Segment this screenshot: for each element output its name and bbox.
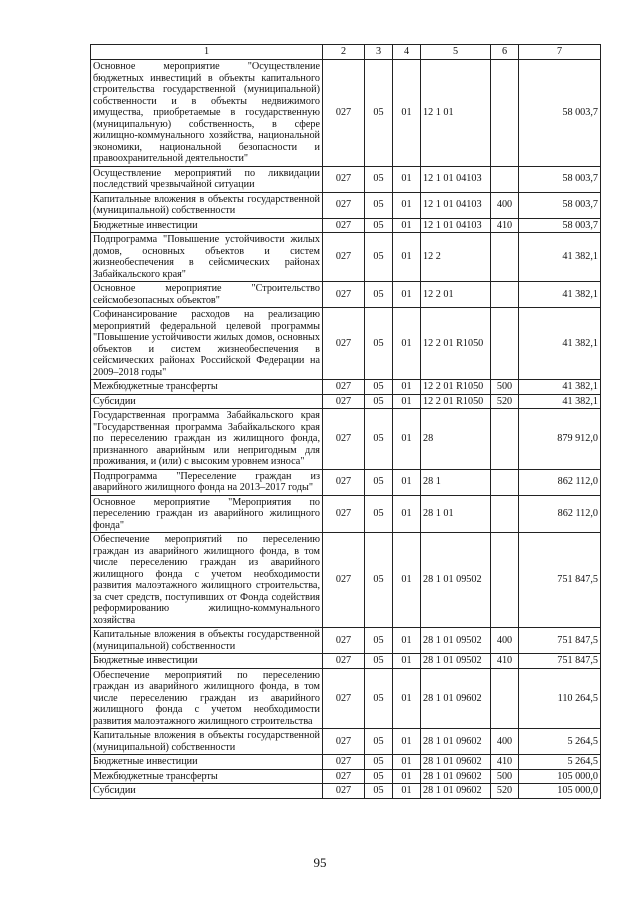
table-row bbox=[91, 394, 601, 409]
row-section: 05 bbox=[365, 784, 393, 799]
row-name: Обеспечение мероприятий по переселению граждан из аварийного жилищного фонда, в том числе переселению граждан из аварийного жилищного фонда с учетом необходимости развития малоэтажного жилищного строительства, за счет средств, поступивших от Фонда содействия реформированию жилищно-коммунального хозяйства bbox=[91, 533, 323, 628]
row-expense-type bbox=[491, 233, 519, 282]
row-name: Основное мероприятие "Осуществление бюджетных инвестиций в объекты капитального строительства государственной (муниципальной) собственности и в объекты недвижимого имущества, приобретаемые в государственную (муниципальную) собственность, в сфере жилищно-коммунального хозяйства, национальной экономики, национальной безопасности и правоохранительной деятельности" bbox=[91, 60, 323, 167]
row-expense-type: 500 bbox=[491, 769, 519, 784]
row-subsection: 01 bbox=[393, 192, 421, 218]
row-subsection: 01 bbox=[393, 533, 421, 628]
row-target-code: 12 2 01 R1050 bbox=[421, 380, 491, 395]
table-row bbox=[91, 192, 601, 218]
table-row bbox=[91, 233, 601, 282]
row-gov-code: 027 bbox=[323, 729, 365, 755]
row-expense-type bbox=[491, 409, 519, 470]
row-gov-code: 027 bbox=[323, 60, 365, 167]
row-name: Капитальные вложения в объекты государственной (муниципальной) собственности bbox=[91, 192, 323, 218]
row-name: Межбюджетные трансферты bbox=[91, 380, 323, 395]
row-target-code: 28 bbox=[421, 409, 491, 470]
row-subsection: 01 bbox=[393, 380, 421, 395]
row-section: 05 bbox=[365, 60, 393, 167]
row-section: 05 bbox=[365, 218, 393, 233]
row-subsection: 01 bbox=[393, 668, 421, 729]
row-gov-code: 027 bbox=[323, 495, 365, 533]
row-target-code: 12 2 bbox=[421, 233, 491, 282]
table-row bbox=[91, 60, 601, 167]
row-name: Подпрограмма "Повышение устойчивости жилых домов, основных объектов и систем жизнеобеспечения в сейсмических районах Забайкальского края" bbox=[91, 233, 323, 282]
row-subsection: 01 bbox=[393, 755, 421, 770]
row-section: 05 bbox=[365, 308, 393, 380]
row-target-code: 28 1 01 09602 bbox=[421, 784, 491, 799]
row-gov-code: 027 bbox=[323, 769, 365, 784]
row-amount: 862 112,0 bbox=[519, 469, 601, 495]
row-subsection: 01 bbox=[393, 469, 421, 495]
row-section: 05 bbox=[365, 729, 393, 755]
row-target-code: 28 1 01 09502 bbox=[421, 533, 491, 628]
row-subsection: 01 bbox=[393, 233, 421, 282]
row-gov-code: 027 bbox=[323, 755, 365, 770]
row-gov-code: 027 bbox=[323, 784, 365, 799]
row-section: 05 bbox=[365, 469, 393, 495]
header-cell: 1 bbox=[91, 45, 323, 60]
header-cell: 3 bbox=[365, 45, 393, 60]
row-amount: 58 003,7 bbox=[519, 60, 601, 167]
row-amount: 58 003,7 bbox=[519, 218, 601, 233]
header-cell: 6 bbox=[491, 45, 519, 60]
table-row bbox=[91, 654, 601, 669]
row-section: 05 bbox=[365, 394, 393, 409]
row-section: 05 bbox=[365, 668, 393, 729]
row-name: Софинансирование расходов на реализацию мероприятий федеральной целевой программы "Повышение устойчивости жилых домов, основных объектов и систем жизнеобеспечения в сейсмических районах Российской Федерации на 2009–2018 годы" bbox=[91, 308, 323, 380]
row-name: Субсидии bbox=[91, 784, 323, 799]
row-gov-code: 027 bbox=[323, 394, 365, 409]
budget-table bbox=[90, 44, 601, 799]
row-amount: 751 847,5 bbox=[519, 533, 601, 628]
table-row bbox=[91, 784, 601, 799]
row-subsection: 01 bbox=[393, 409, 421, 470]
row-name: Подпрограмма "Переселение граждан из аварийного жилищного фонда на 2013–2017 годы" bbox=[91, 469, 323, 495]
row-amount: 41 382,1 bbox=[519, 233, 601, 282]
row-name: Обеспечение мероприятий по переселению граждан из аварийного жилищного фонда, в том числе переселению граждан из аварийного жилищного фонда с учетом необходимости развития малоэтажного жилищного строительства bbox=[91, 668, 323, 729]
row-section: 05 bbox=[365, 495, 393, 533]
row-gov-code: 027 bbox=[323, 192, 365, 218]
row-gov-code: 027 bbox=[323, 668, 365, 729]
row-section: 05 bbox=[365, 769, 393, 784]
row-target-code: 12 2 01 R1050 bbox=[421, 394, 491, 409]
row-target-code: 28 1 bbox=[421, 469, 491, 495]
row-gov-code: 027 bbox=[323, 166, 365, 192]
row-target-code: 12 1 01 04103 bbox=[421, 192, 491, 218]
row-amount: 879 912,0 bbox=[519, 409, 601, 470]
row-gov-code: 027 bbox=[323, 308, 365, 380]
header-cell: 2 bbox=[323, 45, 365, 60]
row-expense-type bbox=[491, 533, 519, 628]
table-body bbox=[91, 60, 601, 799]
row-gov-code: 027 bbox=[323, 654, 365, 669]
row-expense-type bbox=[491, 282, 519, 308]
row-target-code: 28 1 01 09602 bbox=[421, 769, 491, 784]
table-row bbox=[91, 282, 601, 308]
row-target-code: 28 1 01 09602 bbox=[421, 729, 491, 755]
row-target-code: 28 1 01 09502 bbox=[421, 654, 491, 669]
row-name: Межбюджетные трансферты bbox=[91, 769, 323, 784]
row-amount: 41 382,1 bbox=[519, 308, 601, 380]
row-subsection: 01 bbox=[393, 729, 421, 755]
row-amount: 58 003,7 bbox=[519, 166, 601, 192]
row-gov-code: 027 bbox=[323, 409, 365, 470]
row-expense-type: 400 bbox=[491, 192, 519, 218]
row-amount: 5 264,5 bbox=[519, 729, 601, 755]
table-header-row bbox=[91, 45, 601, 60]
row-expense-type: 410 bbox=[491, 218, 519, 233]
table-row bbox=[91, 755, 601, 770]
row-expense-type: 410 bbox=[491, 755, 519, 770]
row-target-code: 28 1 01 bbox=[421, 495, 491, 533]
row-name: Бюджетные инвестиции bbox=[91, 755, 323, 770]
row-subsection: 01 bbox=[393, 166, 421, 192]
row-expense-type: 520 bbox=[491, 394, 519, 409]
row-subsection: 01 bbox=[393, 495, 421, 533]
row-subsection: 01 bbox=[393, 654, 421, 669]
row-target-code: 12 2 01 R1050 bbox=[421, 308, 491, 380]
row-expense-type bbox=[491, 60, 519, 167]
row-name: Капитальные вложения в объекты государственной (муниципальной) собственности bbox=[91, 729, 323, 755]
row-gov-code: 027 bbox=[323, 380, 365, 395]
table-row bbox=[91, 469, 601, 495]
row-section: 05 bbox=[365, 192, 393, 218]
row-section: 05 bbox=[365, 233, 393, 282]
header-cell: 5 bbox=[421, 45, 491, 60]
row-section: 05 bbox=[365, 409, 393, 470]
row-amount: 5 264,5 bbox=[519, 755, 601, 770]
table-row bbox=[91, 495, 601, 533]
row-expense-type bbox=[491, 668, 519, 729]
row-amount: 110 264,5 bbox=[519, 668, 601, 729]
row-amount: 751 847,5 bbox=[519, 654, 601, 669]
page-number: 95 bbox=[313, 855, 327, 870]
row-target-code: 12 1 01 bbox=[421, 60, 491, 167]
row-subsection: 01 bbox=[393, 282, 421, 308]
row-expense-type: 500 bbox=[491, 380, 519, 395]
table-row bbox=[91, 533, 601, 628]
row-name: Капитальные вложения в объекты государственной (муниципальной) собственности bbox=[91, 628, 323, 654]
table-row bbox=[91, 166, 601, 192]
row-subsection: 01 bbox=[393, 394, 421, 409]
row-target-code: 12 2 01 bbox=[421, 282, 491, 308]
row-target-code: 28 1 01 09502 bbox=[421, 628, 491, 654]
row-target-code: 12 1 01 04103 bbox=[421, 218, 491, 233]
table-row bbox=[91, 409, 601, 470]
row-gov-code: 027 bbox=[323, 533, 365, 628]
row-expense-type: 400 bbox=[491, 729, 519, 755]
row-name: Основное мероприятие "Строительство сейсмобезопасных объектов" bbox=[91, 282, 323, 308]
row-amount: 41 382,1 bbox=[519, 394, 601, 409]
row-subsection: 01 bbox=[393, 60, 421, 167]
row-target-code: 12 1 01 04103 bbox=[421, 166, 491, 192]
row-gov-code: 027 bbox=[323, 233, 365, 282]
row-section: 05 bbox=[365, 755, 393, 770]
row-expense-type bbox=[491, 308, 519, 380]
row-target-code: 28 1 01 09602 bbox=[421, 755, 491, 770]
row-name: Субсидии bbox=[91, 394, 323, 409]
row-subsection: 01 bbox=[393, 769, 421, 784]
row-gov-code: 027 bbox=[323, 628, 365, 654]
row-subsection: 01 bbox=[393, 784, 421, 799]
row-name: Бюджетные инвестиции bbox=[91, 218, 323, 233]
table-row bbox=[91, 729, 601, 755]
row-expense-type: 400 bbox=[491, 628, 519, 654]
row-section: 05 bbox=[365, 533, 393, 628]
table-row bbox=[91, 308, 601, 380]
table-row bbox=[91, 380, 601, 395]
header-cell: 4 bbox=[393, 45, 421, 60]
table-row bbox=[91, 628, 601, 654]
header-cell: 7 bbox=[519, 45, 601, 60]
row-amount: 105 000,0 bbox=[519, 769, 601, 784]
row-section: 05 bbox=[365, 166, 393, 192]
row-amount: 41 382,1 bbox=[519, 282, 601, 308]
row-expense-type: 520 bbox=[491, 784, 519, 799]
row-expense-type bbox=[491, 469, 519, 495]
table-row bbox=[91, 218, 601, 233]
row-amount: 751 847,5 bbox=[519, 628, 601, 654]
row-amount: 58 003,7 bbox=[519, 192, 601, 218]
row-section: 05 bbox=[365, 628, 393, 654]
row-gov-code: 027 bbox=[323, 218, 365, 233]
row-subsection: 01 bbox=[393, 308, 421, 380]
table-row bbox=[91, 668, 601, 729]
row-amount: 41 382,1 bbox=[519, 380, 601, 395]
row-amount: 862 112,0 bbox=[519, 495, 601, 533]
row-subsection: 01 bbox=[393, 628, 421, 654]
row-name: Основное мероприятие "Мероприятия по переселению граждан из аварийного жилищного фонда" bbox=[91, 495, 323, 533]
row-gov-code: 027 bbox=[323, 282, 365, 308]
row-name: Бюджетные инвестиции bbox=[91, 654, 323, 669]
row-section: 05 bbox=[365, 654, 393, 669]
row-section: 05 bbox=[365, 380, 393, 395]
row-expense-type bbox=[491, 166, 519, 192]
table-row bbox=[91, 769, 601, 784]
row-amount: 105 000,0 bbox=[519, 784, 601, 799]
row-section: 05 bbox=[365, 282, 393, 308]
row-expense-type bbox=[491, 495, 519, 533]
row-name: Осуществление мероприятий по ликвидации последствий чрезвычайной ситуации bbox=[91, 166, 323, 192]
row-gov-code: 027 bbox=[323, 469, 365, 495]
row-target-code: 28 1 01 09602 bbox=[421, 668, 491, 729]
row-expense-type: 410 bbox=[491, 654, 519, 669]
row-subsection: 01 bbox=[393, 218, 421, 233]
row-name: Государственная программа Забайкальского края "Государственная программа Забайкальского края по переселению граждан из жилищного фонда, признанного аварийным или непригодным для проживания, и (или) с высоким уровнем износа" bbox=[91, 409, 323, 470]
